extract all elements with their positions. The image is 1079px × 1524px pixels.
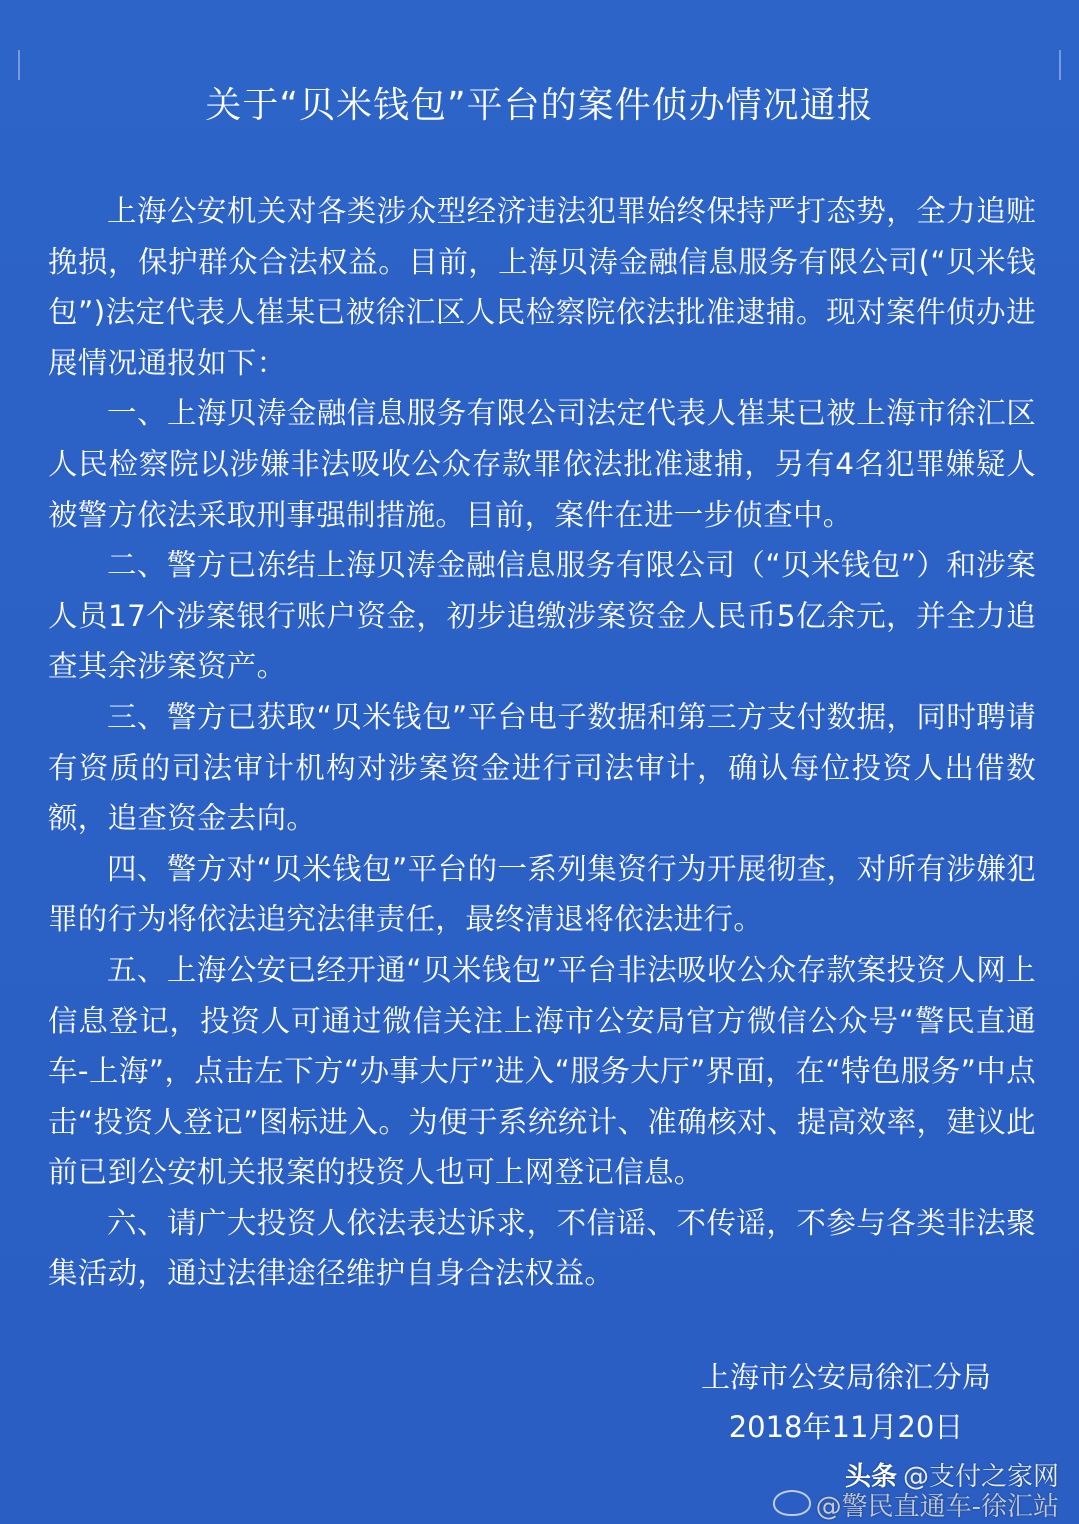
watermark-line-1	[845, 1462, 1059, 1492]
item-4-paragraph: 四、警方对“贝米钱包”平台的一系列集资行为开展彻查，对所有涉嫌犯罪的行为将依法追究法律责任，最终清退将依法进行。	[48, 851, 1036, 937]
item-1-paragraph: 一、上海贝涛金融信息服务有限公司法定代表人崔某已被上海市徐汇区人民检察院以涉嫌非法吸收公众存款罪依法批准逮捕，另有4名犯罪嫌疑人被警方依法采取刑事强制措施。目前，案件在进一步侦查中。	[48, 396, 1036, 532]
item-5-paragraph: 五、上海公安已经开通“贝米钱包”平台非法吸收公众存款案投资人网上信息登记，投资人可通过微信关注上海市公安局官方微信公众号“警民直通车-上海”，点击左下方“办事大厅”进入“服务大厅”界面，在“特色服务”中点击“投资人登记”图标进入。为便于系统统计、准确核对、提高效率，建议此前已到公安机关报案的投资人也可上网登记信息。	[48, 952, 1036, 1190]
watermark	[816, 1462, 1059, 1522]
intro-paragraph: 上海公安机关对各类涉众型经济违法犯罪始终保持严打态势，全力追赃挽损，保护群众合法权益。目前，上海贝涛金融信息服务有限公司(“贝米钱包”)法定代表人崔某已被徐汇区人民检察院依法批准逮捕。现对案件侦办进展情况通报如下：	[48, 194, 1036, 380]
issue-date: 2018年11月20日	[728, 1410, 964, 1444]
corner-mark-right	[1031, 50, 1061, 80]
item-6-paragraph: 六、请广大投资人依法表达诉求，不信谣、不传谣，不参与各类非法聚集活动，通过法律途径维护自身合法权益。	[48, 1205, 1036, 1291]
document-body	[48, 186, 1036, 1299]
watermark-brand: 头条	[844, 1462, 897, 1492]
issuer-name: 上海市公安局徐汇分局	[700, 1360, 991, 1394]
document-title: 关于“贝米钱包”平台的案件侦办情况通报	[205, 85, 874, 126]
signoff-block	[701, 1352, 991, 1452]
item-2-paragraph: 二、警方已冻结上海贝涛金融信息服务有限公司（“贝米钱包”）和涉案人员17个涉案银行账户资金，初步追缴涉案资金人民币5亿余元，并全力追查其余涉案资产。	[48, 548, 1036, 684]
watermark-handle-2: @警民直通车-徐汇站	[815, 1492, 1059, 1522]
item-3-paragraph: 三、警方已获取“贝米钱包”平台电子数据和第三方支付数据，同时聘请有资质的司法审计机构对涉案资金进行司法审计，确认每位投资人出借数额，追查资金去向。	[48, 699, 1036, 836]
weibo-logo-icon	[773, 1490, 811, 1516]
corner-mark-left	[18, 50, 48, 80]
watermark-handle-1: @支付之家网	[902, 1462, 1059, 1492]
